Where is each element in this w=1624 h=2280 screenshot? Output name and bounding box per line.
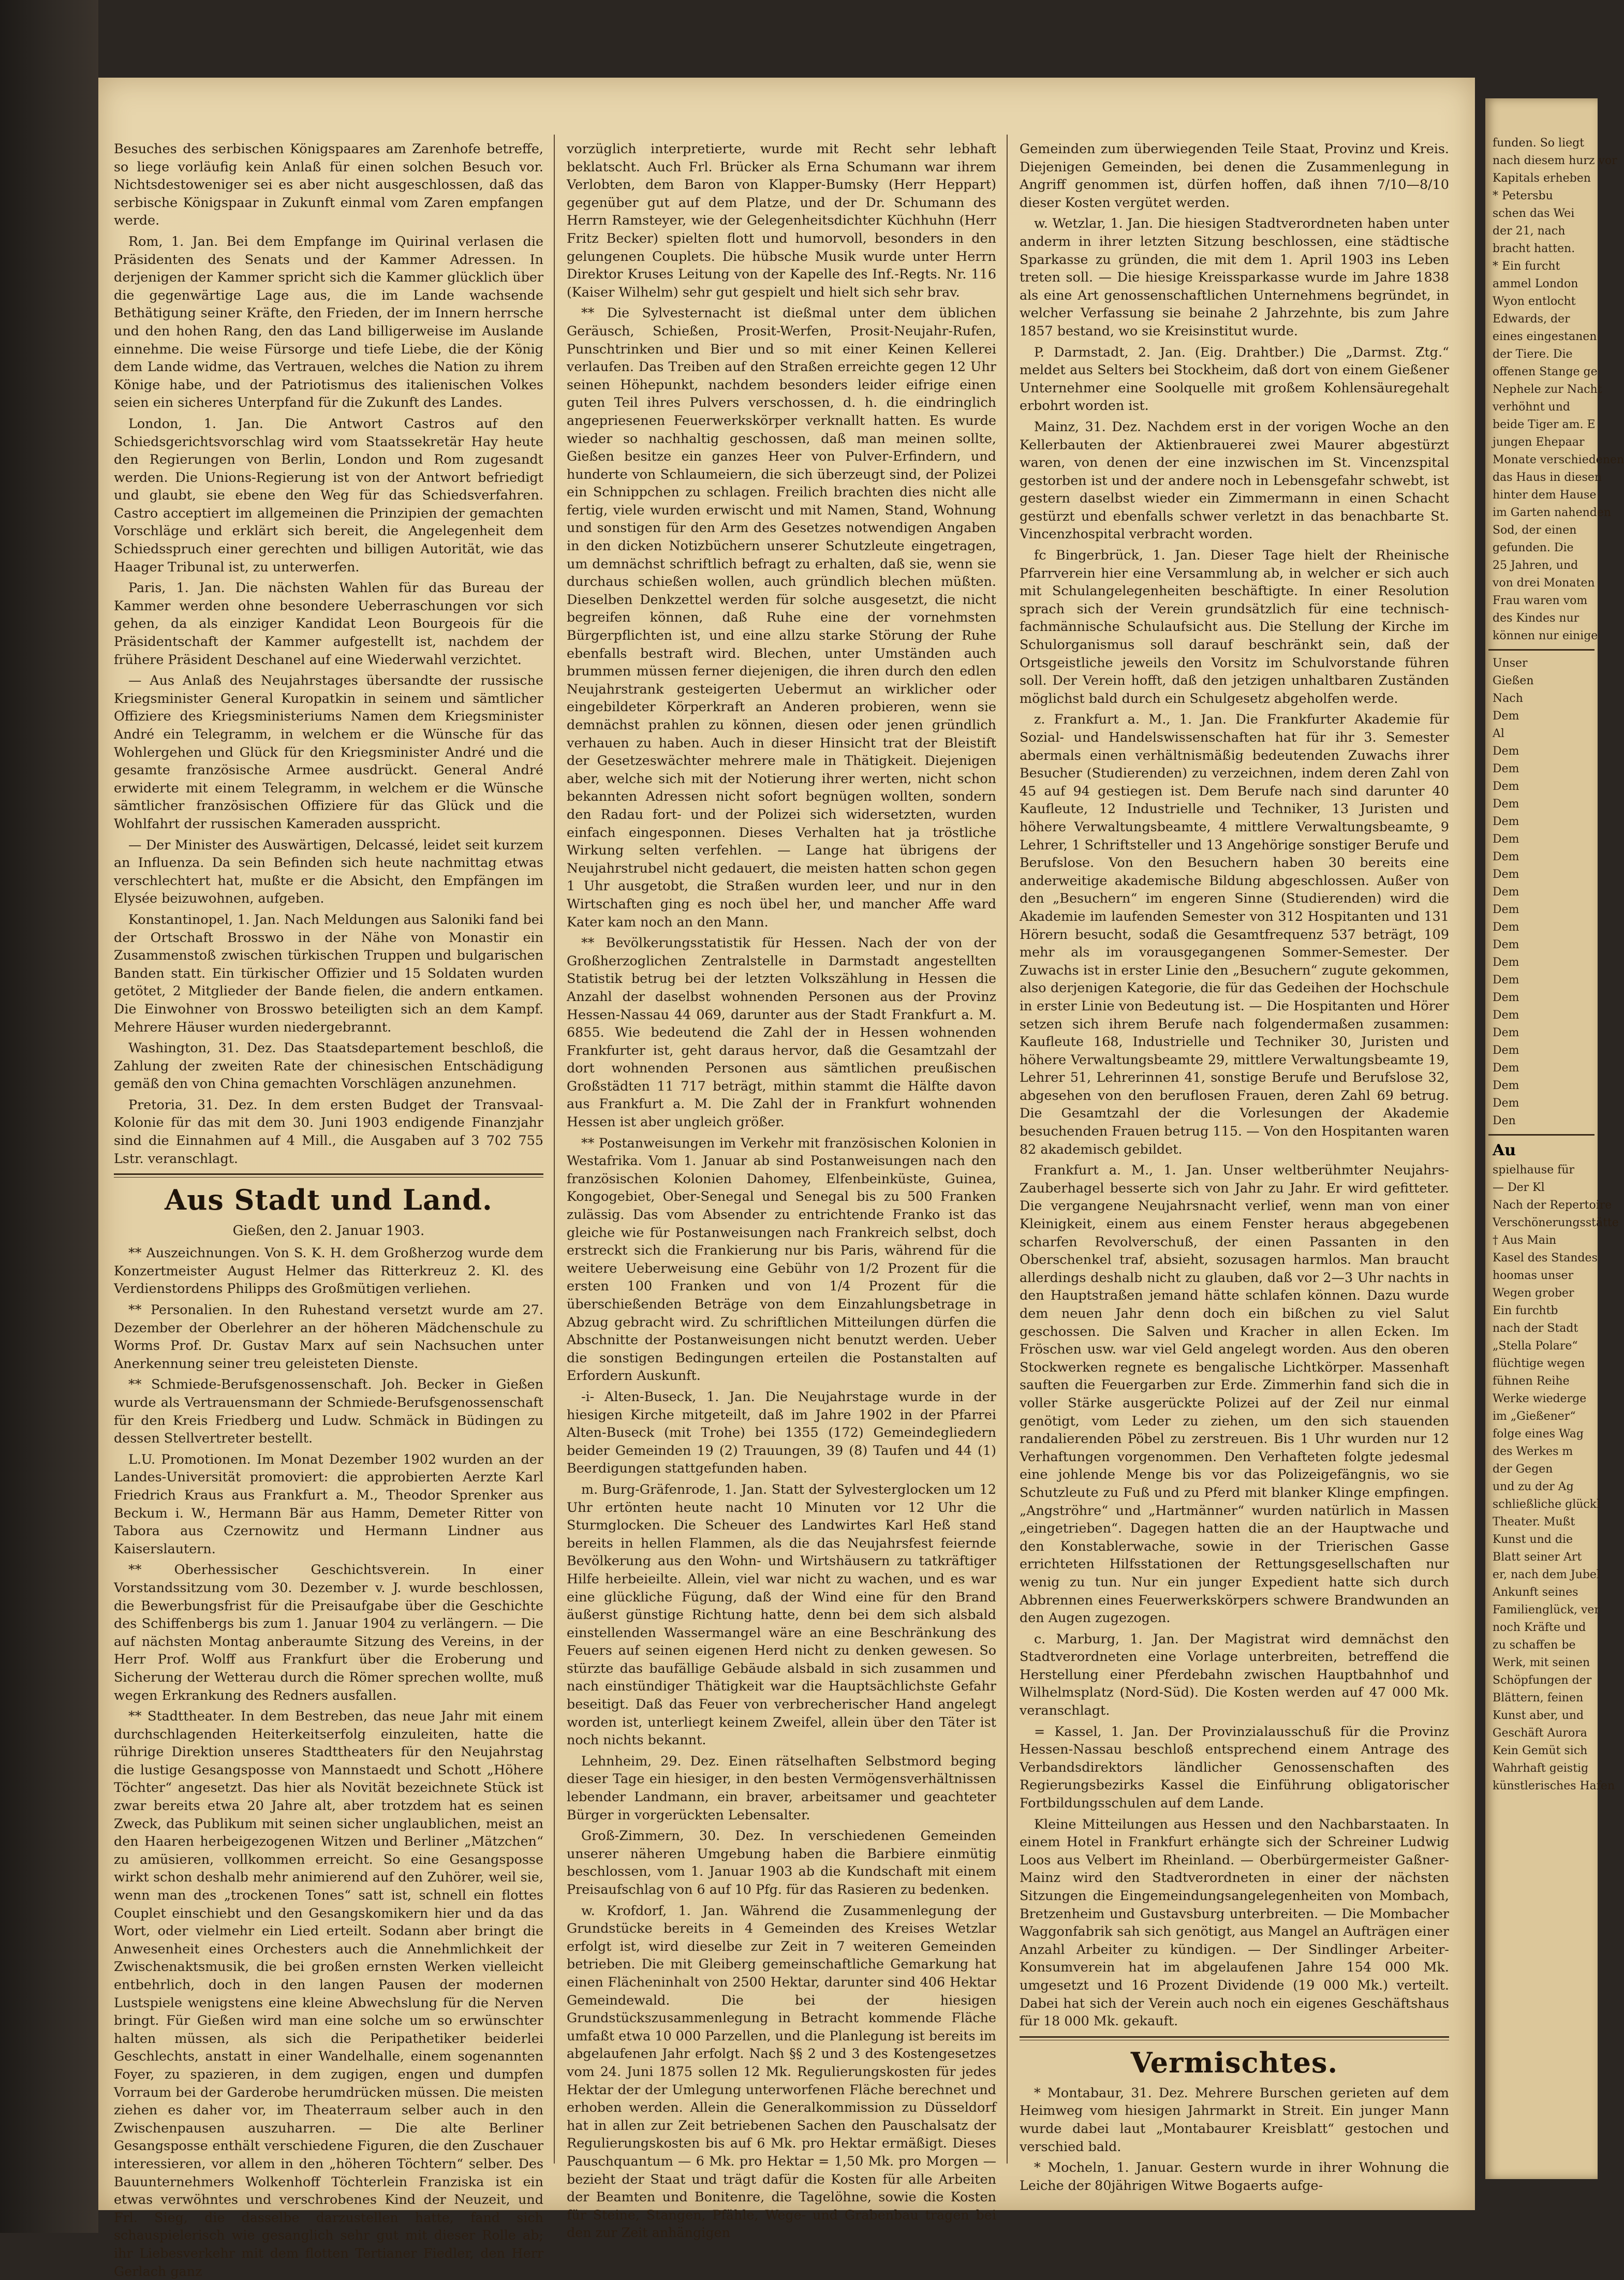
- text-line: künstlerisches Hafen: [1493, 1779, 1615, 1792]
- column-rule: [554, 135, 555, 2164]
- text-line: Werke wiederge: [1493, 1392, 1587, 1405]
- text-line: zu schaffen be: [1493, 1639, 1576, 1652]
- article-paragraph: ** Bevölkerungsstatistik für Hessen. Nach der von der Großherzoglichen Zentralstelle in Darmstadt angestellten Statistik betrug bei der letzten Volkszählung in Hessen die Anzahl der daselbst wohnenden Personen aus der Provinz Hessen-Nassau 44 069, darunter aus der Stadt Frankfurt a. M. 6855. Wie bedeutend die Zahl der in Hessen wohnenden Frankfurter ist, geht daraus hervor, daß die Gesamtzahl der dort wohnenden Personen aus sämtlichen preußischen Großstädten 11 717 beträgt, mithin stammt die Hälfte davon aus Frankfurt a. M. Die Zahl der in Frankfurt wohnenden Hessen ist aber ungleich größer.: [567, 935, 996, 1130]
- text-line: spielhause für: [1493, 1164, 1575, 1176]
- text-line: der Tiere. Die: [1493, 348, 1573, 361]
- article-paragraph: ** Personalien. In den Ruhestand versetzt wurde am 27. Dezember der Oberlehrer an der höheren Mädchenschule zu Worms Prof. Dr. Gustav Marx auf sein Nachsuchen unter Anerkennung seiner treu geleisteten Dienste.: [114, 1302, 543, 1371]
- text-line: gefunden. Die: [1493, 541, 1574, 554]
- article-paragraph: ** Stadttheater. In dem Bestreben, das neue Jahr mit einem durchschlagenden Heiterkeitserfolg einzuleiten, hatte die rührige Direktion unseres Stadttheaters für den Neujahrstag die lustige Gesangsposse von Mannstaedt und Schott „Höhere Töchter“ angesetzt. Das hier als Novität bezeichnete Stück ist zwar bereits etwa 20 Jahre alt, aber trotzdem hat es seinen Zweck, das Publikum mit seinen sicher unglaublichen, meist an den Haaren herbeigezogenen Witzen und Berliner „Mätzchen“ zu amüsieren, vollkommen erreicht. So eine Gesangsposse wirkt schon deshalb mehr animierend auf den Zuhörer, weil sie, wenn man des „trockenen Tones“ satt ist, schnell ein flottes Couplet einschiebt und den Gesangskomikern hier und da das Wort, oder vielmehr ein Lied erteilt. Sodann aber bringt die Anwesenheit eines Orchesters auch die Annehmlichkeit der Zwischenaktsmusik, die bei großen ernsten Werken vielleicht entbehrlich, doch in den langen Pausen der modernen Lustspiele wenigstens eine kleine Abwechslung für die Nerven bringt. Für Gießen wird man eine solche um so erwünschter halten müssen, als sich die Peripathetiker beiderlei Geschlechts, anstatt in einer Wandelhalle, einem sogenannten Foyer, zu spazieren, in dem zugigen, engen und dumpfen Vorraum bei der Garderobe herumdrücken müssen. Die meisten ziehen es daher vor, im Theaterraum selber auch in den Zwischenpausen auszuharren. — Die alte Berliner Gesangsposse enthält verschiedene Figuren, die den Zuschauer interessieren, vor allem in den „höheren Töchtern“ selber. Des Bauunternehmers Wolkenhoff Töchterlein Franziska ist ein etwas verwöhntes und verschrobenes Kind der Neuzeit, und Frl. Sieg, die dasselbe darzustellen hatte, fand sich schauspielerisch wie gesanglich sehr gut mit dieser Rolle ab; ihr Liebesverkehr mit dem flotten Tertianer Fiedler, den Herr Gerlach ganz: [114, 1708, 543, 2279]
- text-line: Kasel des Standes: [1493, 1252, 1598, 1264]
- text-line: Frau waren vom: [1493, 594, 1588, 607]
- text-line: flüchtige wegen: [1493, 1357, 1585, 1370]
- section-divider: [1488, 1134, 1595, 1136]
- text-line: * Petersbu: [1493, 189, 1553, 202]
- text-line: Werk, mit seinen: [1493, 1656, 1590, 1669]
- text-line: Dem: [1493, 850, 1519, 863]
- column-2: [567, 140, 996, 2241]
- text-line: Kunst aber, und: [1493, 1709, 1584, 1722]
- text-line: Dem: [1493, 1097, 1519, 1110]
- text-line: Dem: [1493, 921, 1519, 934]
- text-line: Kunst und die: [1493, 1533, 1573, 1546]
- article-paragraph: w. Krofdorf, 1. Jan. Während die Zusammenlegung der Grundstücke bereits in 4 Gemeinden des Kreises Wetzlar erfolgt ist, wird dieselbe zur Zeit in 7 weiteren Gemeinden betrieben. Die mit Gleiberg gemeinschaftliche Gemarkung hat einen Flächeninhalt von 2500 Hektar, darunter sind 406 Hektar Gemeindewald. Die bei der hiesigen Grundstückszusammenlegung in Betracht kommende Fläche umfaßt etwa 10 000 Parzellen, und die Planlegung ist bereits im abgelaufenen Jahr erfolgt. Nach §§ 2 und 3 des Kostengesetzes vom 24. Juni 1875 sollen 12 Mk. Regulierungskosten für jedes Hektar der der Umlegung unterworfenen Fläche berechnet und erhoben werden. Allein die Generalkommission zu Düsseldorf hat in allen zur Zeit betriebenen Sachen den Pauschalsatz der Regulierungskosten bis auf 6 Mk. pro Hektar ermäßigt. Dieses Pauschquantum — 6 Mk. pro Hektar = 1,50 Mk. pro Morgen — bezieht der Staat und trägt dafür die Kosten für alle Arbeiten der Beamten und Bonitenre, die Tagelöhne, sowie die Kosten für Steine, Stangen, Pfähle, Wege- und Grabenbau tragen bei den zur Zeit anhängigen: [567, 1902, 996, 2241]
- text-line: Gießen: [1493, 674, 1534, 687]
- text-line: nach der Stadt: [1493, 1322, 1578, 1335]
- section-title-misc: Vermischtes.: [1130, 2046, 1338, 2079]
- section-divider: [114, 1173, 543, 1178]
- text-line: ammel London: [1493, 277, 1578, 290]
- adjacent-page-column-top: [1485, 98, 1624, 645]
- article-paragraph: Frankfurt a. M., 1. Jan. Unser weltberühmter Neujahrs-Zauberhagel besserte sich von Jahr zu Jahr. Er wird gefitteter. Die vergangene Neujahrsnacht verlief, wenn man von einer Kleinigkeit, einem aus einem Fenster heraus abgegebenen scharfen Revolverschuß, der einen Passanten in den Oberschenkel traf, absieht, sozusagen harmlos. Man braucht allerdings deshalb nicht zu glauben, daß vor 2—3 Uhr nachts in den Hauptstraßen jemand hätte schlafen können. Dazu wurde dem neuen Jahr denn doch ein bißchen zu viel Salut geschossen. Die Salven und Kracher in allen Ecken. Im Fröschen usw. war viel Geld angelegt worden. Aus den oberen Stockwerken regnete es bengalische Lichtkörper. Massenhaft sauften die Feuergarben zur Erde. Zimmerhin fand sich die in voller Stärke ausgerückte Polizei auf der Zeil nur einmal genötigt, vom Leder zu ziehen, um den sich stauenden randalierenden Pöbel zu zerstreuen. Bis 1 Uhr wurden nur 12 Verhaftungen vorgenommen. Den Verhafteten folgte jedesmal eine johlende Menge bis vor das Polizeigefängnis, wo sie Schutzleute zu Fuß und zu Pferd mit blanker Klinge empfingen. „Angströhre“ und „Hartmänner“ wurden natürlich in Massen „eingetrieben“. Dagegen hatten die an der Hauptwache und den Konstablerwache, sowie in der Trierischen Gasse errichteten Hilfsstationen der Rettungsgesellschaften nur wenig zu tun. Nur ein junger Expedient hatte sich durch Abbrennen eines Feuerwerkskörpers schwere Brandwunden an den Augen zugezogen.: [1020, 1162, 1449, 1626]
- text-line: bracht hatten.: [1493, 242, 1575, 255]
- text-line: hinter dem Hause: [1493, 489, 1597, 502]
- text-line: Dem: [1493, 833, 1519, 846]
- article-paragraph: ** Schmiede-Berufsgenossenschaft. Joh. Becker in Gießen wurde als Vertrauensmann der Schmiede-Berufsgenossenschaft für den Kreis Friedberg und Ludw. Schmäck in Büdingen zu dessen Stellvertreter bestellt.: [114, 1376, 543, 1446]
- text-line: * Ein furcht: [1493, 260, 1560, 273]
- text-line: Familienglück, ver: [1493, 1604, 1600, 1616]
- text-line: Wahrhaft geistig: [1493, 1762, 1589, 1775]
- text-line: offenen Stange ge: [1493, 365, 1598, 378]
- text-line: hoomas unser: [1493, 1269, 1574, 1282]
- text-line: Dem: [1493, 710, 1519, 723]
- text-line: noch Kräfte und: [1493, 1621, 1586, 1634]
- text-line: Wegen grober: [1493, 1287, 1574, 1300]
- text-line: Geschäft Aurora: [1493, 1727, 1587, 1740]
- text-line: Wyon entlocht: [1493, 295, 1576, 308]
- text-line: Dem: [1493, 974, 1519, 987]
- text-line: er, nach dem Jubel: [1493, 1568, 1600, 1581]
- article-paragraph: vorzüglich interpretierte, wurde mit Recht sehr lebhaft beklatscht. Auch Frl. Brücker als Erna Schumann war ihrem Verlobten, dem Baron von Klapper-Bumsky (Herr Heppart) gegenüber gut auf dem Platze, und der Dr. Schumann des Herrn Ramsteyer, wie der Gelegenheitsdichter Küchhuhn (Herr Fritz Becker) spielten flott und humorvoll, besonders in den gelungenen Couplets. Die hübsche Musik wurde unter Herrn Direktor Kruses Leitung von der Kapelle des Inf.-Regts. Nr. 116 (Kaiser Wilhelm) sehr gut gespielt und hielt sich sehr brav.: [567, 141, 996, 300]
- text-line: Dem: [1493, 991, 1519, 1004]
- text-line: von drei Monaten: [1493, 577, 1595, 590]
- section-divider: [1488, 649, 1595, 651]
- text-line: Al: [1493, 727, 1504, 740]
- column-2-articles: [567, 140, 996, 2242]
- text-line: Blättern, feinen: [1493, 1691, 1584, 1704]
- article-paragraph: P. Darmstadt, 2. Jan. (Eig. Drahtber.) Die „Darmst. Ztg.“ meldet aus Selters bei Stockheim, daß dort von einem Gießener Unternehmer eine Soolquelle mit großem Kohlensäuregehalt erbohrt worden ist.: [1020, 344, 1449, 414]
- article-paragraph: London, 1. Jan. Die Antwort Castros auf den Schiedsgerichtsvorschlag wird vom Staatssekretär Hay heute den Regierungen von Berlin, London und Rom zugesandt werden. Die Unions-Regierung ist von der Antwort befriedigt und glaubt, sie ebene den Weg für das Schiedsverfahren. Castro acceptiert im allgemeinen die Prinzipien der gemachten Vorschläge und erklärt sich bereit, die Angelegenheit dem Schiedsspruch einer gerechten und billigen Autorität, wie das Haager Tribunal ist, zu unterwerfen.: [114, 415, 543, 575]
- text-line: Verschönerungsstätte: [1493, 1216, 1619, 1229]
- column-rule: [1007, 135, 1008, 2164]
- text-line: Kapitals erheben: [1493, 172, 1591, 185]
- text-line: jungen Ehepaar: [1493, 436, 1585, 449]
- text-line: „Stella Polare“: [1493, 1340, 1578, 1352]
- article-paragraph: ** Postanweisungen im Verkehr mit französischen Kolonien in Westafrika. Vom 1. Januar ab sind Postanweisungen nach den französischen Kolonien Dahomey, Elfenbeinküste, Guinea, Kongogebiet, Ober-Senegal und Senegal bis zu 500 Franken zulässig. Das vom Absender zu entrichtende Franko ist das gleiche wie für Postanweisungen nach Frankreich selbst, doch erstreckt sich die Frankierung nur bis Paris, während für die weitere Ueberweisung eine Gebühr von 1/2 Prozent für die ersten 100 Franken und von 1/4 Prozent für die überschießenden Beträge von dem Einzahlungsbetrage in Abzug gebracht wird. Zu schriftlichen Mitteilungen dürfen die Abschnitte der Postanweisungen nicht benutzt werden. Ueber die sonstigen Bedingungen erteilen die Postanstalten auf Erfordern Auskunft.: [567, 1135, 996, 1384]
- text-line: des Kindes nur: [1493, 612, 1579, 625]
- text-line: können nur einige: [1493, 629, 1598, 642]
- text-line: Dem: [1493, 868, 1519, 881]
- text-line: Dem: [1493, 938, 1519, 951]
- article-paragraph: z. Frankfurt a. M., 1. Jan. Die Frankfurter Akademie für Sozial- und Handelswissenschaften hat für ihr 3. Semester abermals einen verhältnismäßig bedeutenden Zuwachs ihrer Besucher (Studierenden) zu verzeichnen, indem deren Zahl von 45 auf 94 gestiegen ist. Dem Berufe nach sind darunter 40 Kaufleute, 12 Industrielle und Techniker, 13 Juristen und höhere Verwaltungsbeamte, 4 mittlere Verwaltungsbeamte, 9 Lehrer, 1 Schriftsteller und 13 Angehörige sonstiger Berufe und Berufslose. Von den Besuchern haben 30 bereits eine anderweitige akademische Bildung abgeschlossen. Außer von den „Besuchern“ im engeren Sinne (Studierenden) wird die Akademie im laufenden Semester von 312 Hospitanten und 131 Hörern besucht, sodaß die Gesamtfrequenz 537 beträgt, 109 mehr als im vorausgegangenen Sommer-Semester. Der Zuwachs ist in erster Linie den „Besuchern“ zugute gekommen, also derjenigen Kategorie, die für das Gedeihen der Hochschule in erster Linie von Bedeutung ist. — Die Hospitanten und Hörer setzen sich ihrem Berufe nach folgendermaßen zusammen: Kaufleute 168, Industrielle und Techniker 30, Juristen und höhere Verwaltungsbeamte 29, mittlere Verwaltungsbeamte 19, Lehrer 51, Lehrerinnen 41, sonstige Berufe und Berufslose 32, abgesehen von den beruflosen Frauen, deren Zahl 69 betrug. Die Gesamtzahl der die Vorlesungen der Akademie besuchenden Frauen betrug 115. — Von den Hospitanten waren 82 akademisch gebildet.: [1020, 711, 1449, 1157]
- text-line: der 21, nach: [1493, 225, 1566, 238]
- text-line: im Garten nahenden: [1493, 506, 1612, 519]
- article-paragraph: Paris, 1. Jan. Die nächsten Wahlen für das Bureau der Kammer werden ohne besondere Ueberraschungen vor sich gehen, da als einziger Kandidat Leon Bourgeois für die Präsidentschaft der Kammer aufgestellt ist, nachdem der frühere Präsident Deschanel auf eine Wiederwahl verzichtet.: [114, 580, 543, 667]
- text-line: Den: [1493, 1114, 1516, 1127]
- dateline: Gießen, den 2. Januar 1903.: [232, 1223, 425, 1239]
- text-line: Nach der Repertoire: [1493, 1199, 1612, 1212]
- column-3-misc-articles: [1020, 2084, 1449, 2195]
- text-line: Dem: [1493, 780, 1519, 793]
- text-line: Blatt seiner Art: [1493, 1551, 1582, 1564]
- newspaper-page: [98, 78, 1475, 2279]
- text-line: Dem: [1493, 886, 1519, 899]
- text-line: beide Tiger am. E: [1493, 418, 1596, 431]
- book-binding: [0, 0, 98, 2233]
- text-line: verhöhnt und: [1493, 401, 1570, 414]
- text-line: folge eines Wag: [1493, 1428, 1584, 1440]
- article-paragraph: ** Auszeichnungen. Von S. K. H. dem Großherzog wurde dem Konzertmeister August Helmer das Ritterkreuz 2. Kl. des Verdienstordens Philipps des Großmütigen verliehen.: [114, 1245, 543, 1297]
- text-line: Nach: [1493, 692, 1523, 705]
- text-line: Dem: [1493, 762, 1519, 775]
- article-paragraph: Pretoria, 31. Dez. In dem ersten Budget der Transvaal-Kolonie für das mit dem 30. Juni 1903 endigende Finanzjahr sind die Einnahmen auf 4 Mill., die Ausgaben auf 3 702 755 Lstr. veranschlagt.: [114, 1096, 543, 1166]
- text-line: Dem: [1493, 1062, 1519, 1075]
- article-paragraph: Groß-Zimmern, 30. Dez. In verschiedenen Gemeinden unserer näheren Umgebung haben die Barbiere einmütig beschlossen, vom 1. Januar 1903 ab die Kundschaft mit einem Preisaufschlag von 6 auf 10 Pfg. für das Rasieren zu bedenken.: [567, 1828, 996, 1897]
- text-line: — Der Kl: [1493, 1181, 1545, 1194]
- adjacent-page-column-bottom: [1485, 1161, 1619, 1795]
- text-line: Dem: [1493, 956, 1519, 969]
- article-paragraph: w. Wetzlar, 1. Jan. Die hiesigen Stadtverordneten haben unter anderm in ihrer letzten Sitzung beschlossen, eine städtische Sparkasse zu gründen, die mit dem 1. April 1903 ins Leben treten soll. — Die hiesige Kreissparkasse wurde im Jahre 1838 als eine Art genossenschaftlichen Unternehmens begründet, in welcher Verfassung sie beinahe 2 Jahrzehnte, bis zum Jahre 1857 bestand, wo sie Kreisinstitut wurde.: [1020, 215, 1449, 339]
- article-paragraph: c. Marburg, 1. Jan. Der Magistrat wird demnächst den Stadtverordneten eine Vorlage unterbreiten, betreffend die Herstellung einer Pferdebahn zwischen Hauptbahnhof und Wilhelmsplatz (Nord-Süd). Die Kosten werden auf 47 000 Mk. veranschlagt.: [1020, 1630, 1449, 1718]
- text-line: Nephele zur Nacht: [1493, 383, 1602, 396]
- text-line: Theater. Mußt: [1493, 1516, 1575, 1528]
- article-paragraph: Konstantinopel, 1. Jan. Nach Meldungen aus Saloniki fand bei der Ortschaft Brosswo in der Nähe von Monastir ein Zusammenstoß zwischen türkischen Truppen und bulgarischen Banden statt. Ein türkischer Offizier und 15 Soldaten wurden getötet, 2 Mitglieder der Bande fielen, die andern entkamen. Die Einwohner von Brosswo beteiligten sich an dem Kampf. Mehrere Häuser wurden niedergebrannt.: [114, 911, 543, 1035]
- text-line: schen das Wei: [1493, 207, 1575, 220]
- column-1-articles: [114, 140, 543, 1167]
- article-paragraph: Lehnheim, 29. Dez. Einen rätselhaften Selbstmord beging dieser Tage ein hiesiger, in den besten Vermögensverhältnissen lebender Landmann, ein braver, arbeitsamer und geachteter Bürger in vorgerückten Lebensalter.: [567, 1753, 996, 1822]
- text-line: Dem: [1493, 1044, 1519, 1057]
- text-line: der Gegen: [1493, 1463, 1553, 1476]
- article-paragraph: ** Die Sylvesternacht ist dießmal unter dem üblichen Geräusch, Schießen, Prosit-Werfen, Prosit-Neujahr-Rufen, Punschtrinken und Bier und so mit einer Keinen Kellerei verlaufen. Das Treiben auf den Straßen erreichte gegen 12 Uhr seinen Höhepunkt, nachdem besonders leider eifrige einen guten Teil ihres Pulvers verschossen, d. h. die eindringlich angepriesenen Feuerwerkskörper verknallt hatten. Es wurde wieder so nachhaltig geschossen, daß man meinen sollte, Gießen besitze ein ganzes Heer von Pulver-Erfindern, und hunderte von Schlaumeiern, die sich überzeugt sind, der Polizei ein Schnippchen zu schlagen. Freilich brachten dies nicht alle fertig, viele wurden erwischt und mit Namen, Stand, Wohnung und sonstigen für den Arm des Gesetzes notwendigen Angaben in den dicken Notizbüchern unserer Schutzleute eingetragen, um demnächst schriftlich befragt zu erhalten, daß sie, wenn sie durchaus schießen wollen, auch gründlich blechen müßten. Dieselben Denkzettel werden für solche ausgesetzt, die nicht begreifen können, daß Ruhe eine der vornehmsten Bürgerpflichten ist, und eine allzu starke Störung der Ruhe ebenfalls bestraft wird. Blechen, unter Umständen auch brummen müssen ferner diejenigen, die ihren durch den edlen Neujahrstrank gesteigerten Uebermut an wirklicher oder eingebildeter Körperkraft an Anderen probieren, wenn sie demnächst prahlen zu können, diesen oder jenen gründlich verhauen zu haben. Auch in dieser Hinsicht trat der Bleistift der Gesetzeswächter mehrere male in Thätigkeit. Diejenigen aber, welche sich mit der Notierung ihrer werten, nicht schon bekannten Adressen nicht sofort begnügen wollten, sondern den Radau fort- und der Polizei sich widersetzten, wurden einfach eingesponnen. Dieses Verhalten hat ja tröstliche Wirkung selten verfehlen. — Lange hat übrigens der Neujahrstrubel nicht gedauert, die meisten hatten schon gegen 1 Uhr ausgetobt, die Straßen wurden leer, und nur in den Wirtschaften ging es noch übel her, und mancher Affe ward Kater kam noch an den Mann.: [567, 305, 996, 930]
- article-paragraph: m. Burg-Gräfenrode, 1. Jan. Statt der Sylvesterglocken um 12 Uhr ertönten heute nacht 10 Minuten vor 12 Uhr die Sturmglocken. Die Scheuer des Landwirtes Karl Heß stand bereits in hellen Flammen, als die das Neujahrsfest feiernde Bevölkerung aus den Wohn- und Wirtshäusern zu tatkräftiger Hilfe herbeieilte. Allein, viel war nicht zu wachen, und es war eine glückliche Fügung, daß der Wind eine für den Brand äußerst günstige Richtung hatte, denn bei dem sich alsbald einstellenden Wassermangel wäre an eine Beschränkung des Feuers auf seinen eigenen Herd nicht zu denken gewesen. So stürzte das baufällige Gebäude alsbald in sich zusammen und nach einstündiger Thätigkeit war die Hauptsächlichste Gefahr beseitigt. Daß das Feuer von verbrecherischer Hand angelegt worden ist, unterliegt keinem Zweifel, allein über den Täter ist noch nichts bekannt.: [567, 1481, 996, 1748]
- section-title-local: Aus Stadt und Land.: [165, 1183, 493, 1217]
- adjacent-page-edge: [1485, 98, 1624, 2179]
- text-line: Ankunft seines: [1493, 1586, 1578, 1599]
- text-line: † Aus Main: [1493, 1234, 1557, 1247]
- article-paragraph: fc Bingerbrück, 1. Jan. Dieser Tage hielt der Rheinische Pfarrverein hier eine Versammlung ab, in welcher er sich auch mit Schulangelegenheiten beschäftigte. In einer Resolution sprach sich der Verein grundsätzlich für eine technisch-fachmännische Schulaufsicht aus. Die Stellung der Kirche im Schulorganismus soll darauf beschränkt sein, daß der Ortsgeistliche jeweils den Vorsitz im Schulvorstande führen soll. Der Verein hofft, daß den jetzigen unhaltbaren Zuständen möglichst bald durch ein Schulgesetz abgeholfen werde.: [1020, 547, 1449, 706]
- text-line: funden. So liegt: [1493, 137, 1585, 150]
- text-line: des Werkes m: [1493, 1445, 1573, 1458]
- article-paragraph: L.U. Promotionen. Im Monat Dezember 1902 wurden an der Landes-Universität promoviert: die approbierten Aerzte Karl Friedrich Kraus aus Frankfurt a. M., Theodor Sprenker aus Beckum i. W., Hermann Bär aus Hamm, Demeter Ritter von Tabora aus Czernowitz und Hermann Lindner aus Kaiserslautern.: [114, 1451, 543, 1556]
- column-3: [1020, 140, 1449, 2193]
- text-line: Unser: [1493, 657, 1528, 670]
- text-line: Schöpfungen der: [1493, 1674, 1592, 1687]
- text-line: Dem: [1493, 815, 1519, 828]
- text-line: nach diesem hurz vor: [1493, 154, 1617, 167]
- article-paragraph: Kleine Mitteilungen aus Hessen und den Nachbarstaaten. In einem Hotel in Frankfurt erhängte sich der Schreiner Ludwig Loos aus Velbert im Rheinland. — Oberbürgermeister Gaßner-Mainz wird den Stadtverordneten in einer der nächsten Sitzungen die Eingemeindungsangelegenheiten von Mombach, Bretzenheim und Gustavsburg unterbreiten. — Die Mombacher Waggonfabrik sah sich genötigt, aus Mangel an Aufträgen einer Anzahl Arbeiter zu kündigen. — Der Sindlinger Arbeiter-Konsumverein hat im abgelaufenen Jahre 154 000 Mk. umgesetzt und 16 Prozent Dividende (19 000 Mk.) verteilt. Dabei hat sich der Verein auch noch ein eigenes Geschäftshaus für 18 000 Mk. gekauft.: [1020, 1816, 1449, 2029]
- text-line: fühnen Reihe: [1493, 1375, 1570, 1388]
- article-paragraph: — Aus Anlaß des Neujahrstages übersandte der russische Kriegsminister General Kuropatkin in seinem und sämtlicher Offiziere des Kriegsministeriums Namen dem Kriegsminister André ein Telegramm, in welchem er die Wünsche für das Wohlergehen und Glück für den Kriegsminister André und die gesamte französische Armee ausdrückt. General André erwiderte mit einem Telegramm, in welchem er die Wünsche sämtlicher französischen Offiziere für das Glück und die Wohlfahrt der russischen Kameraden ausspricht.: [114, 672, 543, 831]
- article-paragraph: Gemeinden zum überwiegenden Teile Staat, Provinz und Kreis. Diejenigen Gemeinden, bei denen die Zusammenlegung in Angriff genommen ist, dürfen hoffen, daß ihnen 7/10—8/10 dieser Kosten vergütet werden.: [1020, 141, 1449, 210]
- text-line: Dem: [1493, 1026, 1519, 1039]
- text-line: Edwards, der: [1493, 313, 1570, 326]
- text-line: im „Gießener“: [1493, 1410, 1576, 1423]
- text-line: Dem: [1493, 798, 1519, 811]
- text-line: 25 Jahren, und: [1493, 559, 1578, 572]
- adjacent-section-title: Au: [1493, 1141, 1516, 1159]
- article-paragraph: = Kassel, 1. Jan. Der Provinzialausschuß für die Provinz Hessen-Nassau beschloß entsprechend einem Antrage des Verbandsdirektors ländlicher Genossenschaften des Regierungsbezirks Kassel die Einführung obligatorischer Fortbildungsschulen auf dem Lande.: [1020, 1723, 1449, 1811]
- article-paragraph: * Montabaur, 31. Dez. Mehrere Burschen gerieten auf dem Heimweg vom hiesigen Jahrmarkt in Streit. Ein junger Mann wurde dabei laut „Montabaurer Kreisblatt“ gestochen und verschied bald.: [1020, 2084, 1449, 2154]
- text-line: Kein Gemüt sich: [1493, 1744, 1588, 1757]
- article-paragraph: Besuches des serbischen Königspaares am Zarenhofe betreffe, so liege vorläufig kein Anlaß für einen solchen Besuch vor. Nichtsdestoweniger sei es aber nicht ausgeschlossen, daß das serbische Königspaar in Zukunft einmal vom Zaren empfangen werde.: [114, 141, 543, 228]
- text-line: Dem: [1493, 745, 1519, 758]
- text-line: Dem: [1493, 903, 1519, 916]
- article-paragraph: Washington, 31. Dez. Das Staatsdepartement beschloß, die Zahlung der zweiten Rate der chinesischen Entschädigung gemäß den von China gemachten Vorschlägen anzunehmen.: [114, 1040, 543, 1092]
- text-line: Ein furchtb: [1493, 1304, 1558, 1317]
- column-1: [114, 140, 543, 2279]
- text-line: Dem: [1493, 1079, 1519, 1092]
- text-line: Monate verschiedenen: [1493, 453, 1624, 466]
- section-divider: [1020, 2036, 1449, 2040]
- text-line: eines eingestanen: [1493, 330, 1597, 343]
- article-paragraph: ** Oberhessischer Geschichtsverein. In einer Vorstandssitzung vom 30. Dezember v. J. wurde beschlossen, die Bewerbungsfrist für die Preisaufgabe über die Geschichte des Schiffenbergs bis zum 1. Januar 1904 zu verlängern. — Die auf nächsten Montag anberaumte Sitzung des Vereins, in der Herr Prof. Wolff aus Frankfurt über die Eroberung und Sicherung der Wetterau durch die Römer sprechen wollte, muß wegen Erkrankung des Redners ausfallen.: [114, 1562, 543, 1703]
- column-1-local-articles: [114, 1244, 543, 2280]
- article-paragraph: — Der Minister des Auswärtigen, Delcassé, leidet seit kurzem an Influenza. Da sein Befinden sich heute nachmittag etwas verschlechtert hat, mußte er die Absicht, den Empfängen im Elysée beizuwohnen, aufgeben.: [114, 836, 543, 906]
- text-line: schließliche glückl: [1493, 1498, 1601, 1511]
- text-line: das Haus in diesen: [1493, 471, 1602, 484]
- article-paragraph: Mainz, 31. Dez. Nachdem erst in der vorigen Woche an den Kellerbauten der Aktienbrauerei zwei Maurer abgestürzt waren, von denen der eine inzwischen im St. Vincenzspital gestorben ist und der andere noch in Lebensgefahr schwebt, ist gestern daselbst wieder ein Zimmermann in einen Schacht gestürzt und ebenfalls schwer verletzt in das benachbarte St. Vincenzhospital verbracht worden.: [1020, 418, 1449, 542]
- article-paragraph: * Mocheln, 1. Januar. Gestern wurde in ihrer Wohnung die Leiche der 80jährigen Witwe Bogaerts aufge-: [1020, 2159, 1449, 2193]
- column-3-articles: [1020, 140, 1449, 2030]
- adjacent-page-column-mid: [1485, 655, 1598, 1130]
- text-line: und zu der Ag: [1493, 1480, 1574, 1493]
- article-paragraph: -i- Alten-Buseck, 1. Jan. Die Neujahrstage wurde in der hiesigen Kirche mitgeteilt, daß im Jahre 1902 in der Pfarrei Alten-Buseck (mit Trohe) bei 1355 (172) Gemeindegliedern beider Gemeinden 19 (2) Trauungen, 39 (8) Taufen und 44 (1) Beerdigungen stattgefunden haben.: [567, 1388, 996, 1476]
- text-line: Sod, der einen: [1493, 524, 1577, 537]
- article-paragraph: Rom, 1. Jan. Bei dem Empfange im Quirinal verlasen die Präsidenten des Senats und der Kammer Adressen. In derjenigen der Kammer spricht sich die Kammer glücklich über die gegenwärtige Lage aus, die im Lande wachsende Bethätigung seiner Kräfte, den Frieden, der im Innern herrsche und den hohen Rang, den das Land billigerweise im Auslande einnehme. Die weise Fürsorge und tiefe Liebe, die der König dem Lande widme, das Vertrauen, welches die Nation zu ihrem Könige habe, und der Patriotismus des italienischen Volkes seien ein sicheres Unterpfand für die Zukunft des Landes.: [114, 233, 543, 410]
- text-line: Dem: [1493, 1009, 1519, 1022]
